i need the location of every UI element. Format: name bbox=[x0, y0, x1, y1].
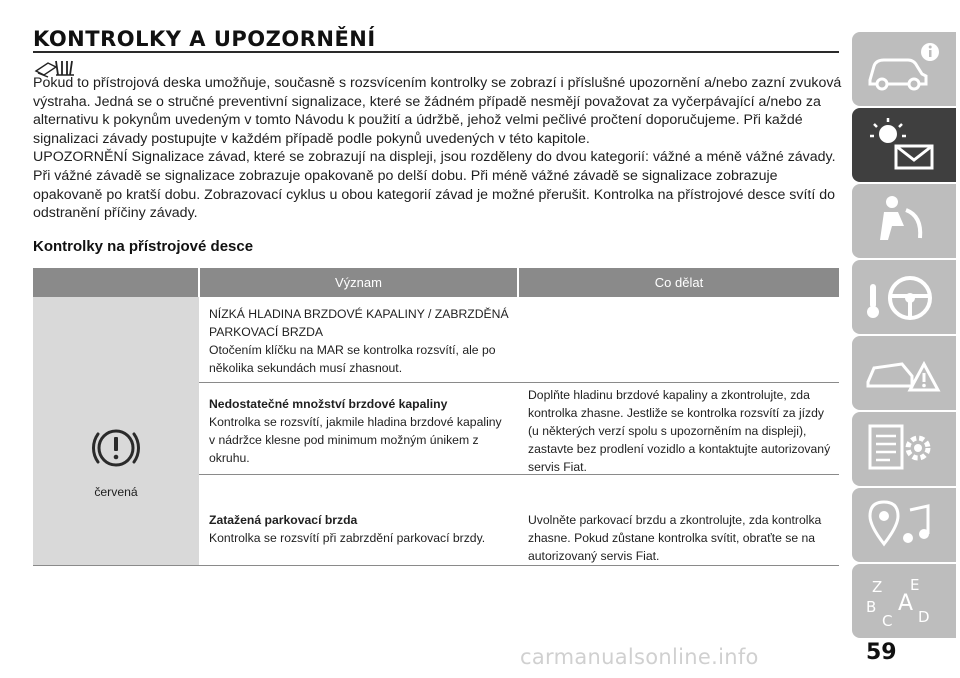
svg-text:E: E bbox=[910, 576, 920, 594]
svg-text:D: D bbox=[918, 608, 930, 626]
table-row-3-meaning bbox=[209, 511, 509, 547]
row-1-desc: Otočením klíčku na MAR se kontrolka rozsvítí, ale po několika sekundách musí zhasnout. bbox=[209, 343, 496, 375]
tab-safety[interactable] bbox=[852, 184, 956, 258]
table-row-1-meaning bbox=[209, 305, 509, 377]
brake-warning-icon bbox=[90, 422, 142, 474]
table-body bbox=[33, 297, 839, 565]
emergency-icon bbox=[862, 342, 942, 402]
page-number: 59 bbox=[866, 640, 897, 665]
svg-text:C: C bbox=[882, 612, 893, 630]
maintenance-icon bbox=[862, 418, 942, 478]
intro-paragraph-2: UPOZORNĚNÍ Signalizace závad, které se zobrazují na displeji, jsou rozděleny do dvou kategorií: vážné a méně vážné závady. Při vážné závadě se signalizace zobrazuje opakovaně po delší dobu. Při méně vážné závadě se signalizace zobrazuje opakovaně po kratší dobu. Zobrazovací cyklus u obou kategorií závad je možné přerušit. Kontrolka na přístrojové desce svítí do odstranění příčiny závady. bbox=[33, 149, 836, 222]
intro-paragraph-1: Pokud to přístrojová deska umožňuje, současně s rozsvícením kontrolky se zobrazí i příslušné upozornění a/nebo zazní zvuková výstraha. Jedná se o stručné preventivní signalizace, které se žádném případě nesmějí považovat za vyčerpávající a/nebo za alternativu k pokynům uvedeným v tomto Návodu k použití a údržbě, jehož velmi pečlivé pročtení doporučujeme. Při každé signalizaci závady postupujte v každém případě podle pokynů uvedených v této kapitole. bbox=[33, 75, 842, 147]
row-2-desc: Kontrolka se rozsvítí, jakmile hladina brzdové kapaliny v nádržce klesne pod minimum možným únikem z okruhu. bbox=[209, 415, 502, 465]
row-3-desc: Kontrolka se rozsvítí při zabrzdění parkovací brzdy. bbox=[209, 531, 486, 545]
header-meaning: Význam bbox=[335, 275, 382, 290]
tab-car-info[interactable] bbox=[852, 32, 956, 106]
starting-driving-icon bbox=[862, 266, 942, 326]
tab-multimedia[interactable] bbox=[852, 488, 956, 562]
watermark: carmanualsonline.info bbox=[520, 645, 759, 669]
row-1-title: NÍZKÁ HLADINA BRZDOVÉ KAPALINY / ZABRZDĚNÁ PARKOVACÍ BRZDA bbox=[209, 307, 509, 339]
row-2-title: Nedostatečné množství brzdové kapaliny bbox=[209, 397, 448, 411]
table-row-2-meaning bbox=[209, 395, 509, 467]
heading-rule bbox=[33, 51, 839, 53]
table-row-2-action: Doplňte hladinu brzdové kapaliny a zkontrolujte, zda kontrolka zhasne. Jestliže se kontrolka rozsvítí za jízdy (u některých verzí spolu s upozorněním na displeji), zastavte bez prodlení vozidlo a kontaktujte autorizovaný servis Fiat. bbox=[528, 388, 831, 474]
table-bottom-rule bbox=[33, 565, 839, 566]
row-divider bbox=[199, 382, 839, 383]
row-3-title: Zatažená parkovací brzda bbox=[209, 513, 358, 527]
section-subheading: Kontrolky na přístrojové desce bbox=[33, 238, 254, 255]
header-action: Co dělat bbox=[654, 275, 704, 290]
page-heading: KONTROLKY A UPOZORNĚNÍ bbox=[33, 27, 376, 51]
tab-emergency[interactable] bbox=[852, 336, 956, 410]
safety-icon bbox=[862, 190, 942, 250]
table-header bbox=[33, 268, 839, 297]
table-row-3-action: Uvolněte parkovací brzdu a zkontrolujte, zda kontrolka zhasne. Pokud zůstane kontrolka svítit, obraťte se na autorizovaný servis Fiat. bbox=[528, 513, 822, 563]
intro-text bbox=[33, 74, 843, 223]
svg-text:A: A bbox=[898, 591, 914, 616]
svg-text:B: B bbox=[866, 598, 877, 616]
multimedia-icon bbox=[862, 494, 942, 554]
lamp-cell bbox=[33, 297, 199, 565]
index-icon bbox=[862, 570, 942, 630]
lamp-color-label: červená bbox=[94, 485, 138, 499]
tab-warning-lights[interactable] bbox=[852, 108, 956, 182]
car-info-icon bbox=[862, 38, 942, 98]
warning-lights-table bbox=[33, 268, 839, 565]
svg-text:Z: Z bbox=[872, 578, 883, 596]
row-divider bbox=[199, 474, 839, 475]
tab-maintenance[interactable] bbox=[852, 412, 956, 486]
tab-index[interactable] bbox=[852, 564, 956, 638]
tab-starting-driving[interactable] bbox=[852, 260, 956, 334]
warning-lights-icon bbox=[862, 114, 942, 174]
